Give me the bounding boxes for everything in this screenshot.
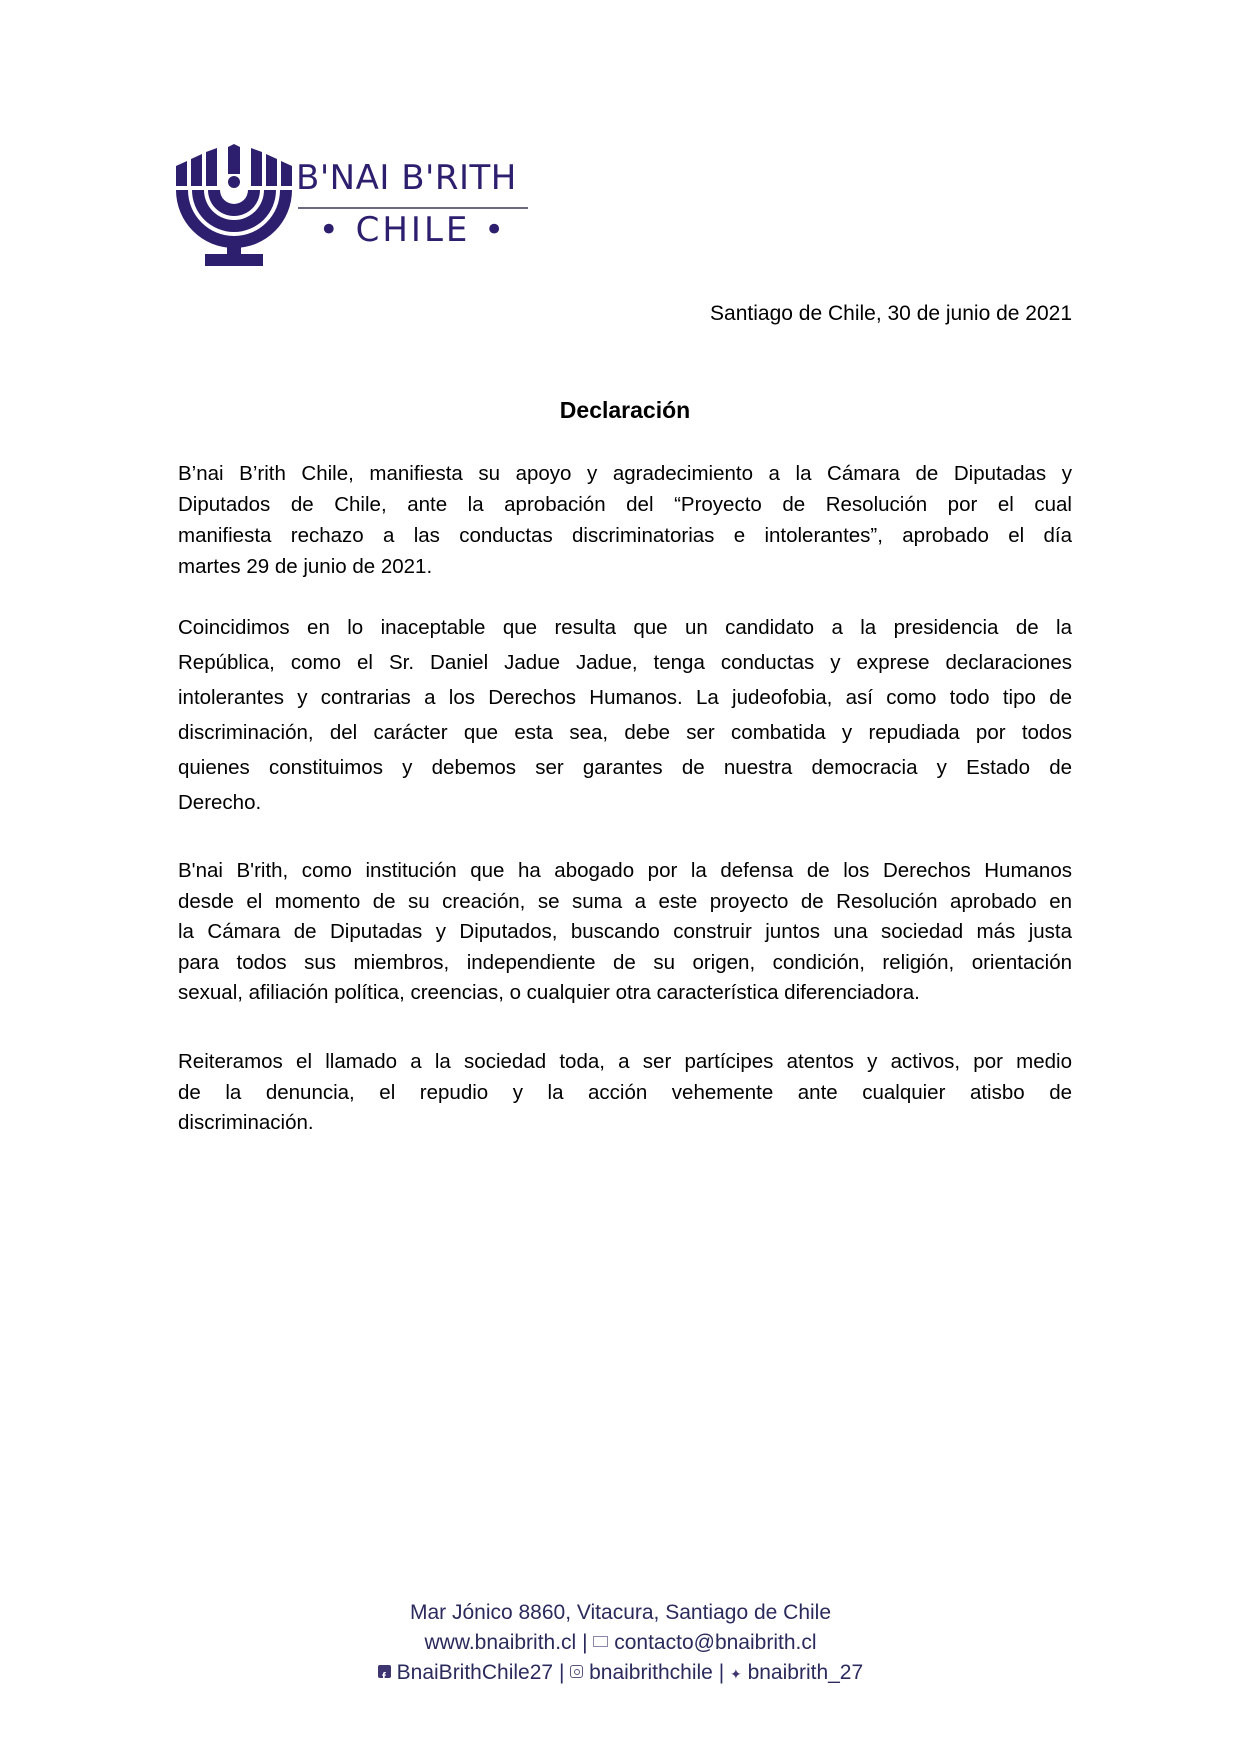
- text-line: B’nai B’rith Chile, manifiesta su apoyo y agradecimiento a la Cámara de Diputadas y: [178, 462, 1072, 485]
- text-line: la Cámara de Diputadas y Diputados, buscando construir juntos una sociedad más justa: [178, 920, 1072, 943]
- text-line: de la denuncia, el repudio y la acción vehemente ante cualquier atisbo de: [178, 1080, 1072, 1104]
- facebook-icon: [378, 1665, 391, 1678]
- text-line: martes 29 de junio de 2021.: [178, 555, 433, 578]
- text-line: quienes constituimos y debemos ser garantes de nuestra democracia y Estado de: [178, 756, 1072, 779]
- separator: |: [718, 1661, 725, 1684]
- instagram-handle[interactable]: bnaibrithchile: [589, 1661, 713, 1684]
- footer: [0, 1598, 1241, 1688]
- text-line: discriminación.: [178, 1111, 314, 1134]
- text-line: sexual, afiliación política, creencias, o cualquier otra característica diferenciadora.: [178, 981, 920, 1004]
- paragraph-3: [178, 856, 1072, 1009]
- text-line: intolerantes y contrarias a los Derechos Humanos. La judeofobia, así como todo tipo de: [178, 686, 1072, 709]
- instagram-icon: [570, 1665, 583, 1678]
- menorah-icon: [176, 144, 292, 266]
- website-link[interactable]: www.bnaibrith.cl: [424, 1631, 577, 1654]
- text-line: Reiteramos el llamado a la sociedad toda, a ser partícipes atentos y activos, por medio: [178, 1050, 1072, 1073]
- mail-icon: [593, 1636, 608, 1647]
- document-title: Declaración: [559, 397, 691, 423]
- footer-contact-line: [0, 1628, 1241, 1658]
- text-line: Diputados de Chile, ante la aprobación del “Proyecto de Resolución por el cual: [178, 493, 1072, 516]
- facebook-handle[interactable]: BnaiBrithChile27: [396, 1661, 554, 1684]
- twitter-handle[interactable]: bnaibrith_27: [747, 1661, 864, 1684]
- text-line: Coincidimos en lo inaceptable que resulta que un candidato a la presidencia de la: [178, 616, 1072, 639]
- text-line: B'nai B'rith, como institución que ha abogado por la defensa de los Derechos Humanos: [178, 859, 1072, 882]
- email-link[interactable]: contacto@bnaibrith.cl: [614, 1631, 817, 1654]
- text-line: manifiesta rechazo a las conductas discriminatorias e intolerantes”, aprobado el día: [178, 524, 1072, 547]
- twitter-icon: ✦: [730, 1666, 742, 1682]
- separator: |: [558, 1661, 565, 1684]
- footer-address: Mar Jónico 8860, Vitacura, Santiago de Chile: [409, 1601, 832, 1624]
- logo-subtitle: • CHILE •: [318, 210, 508, 250]
- separator: |: [582, 1631, 588, 1654]
- logo-wordmark: B'NAI B'RITH: [296, 158, 517, 198]
- paragraph-1: [178, 458, 1072, 582]
- text-line: desde el momento de su creación, se suma a este proyecto de Resolución aprobado en: [178, 889, 1072, 913]
- footer-social-line: [0, 1658, 1241, 1688]
- paragraph-2: [178, 610, 1072, 820]
- document-date: Santiago de Chile, 30 de junio de 2021: [710, 302, 1072, 325]
- logo-divider: [298, 207, 528, 209]
- paragraph-4: [178, 1047, 1072, 1139]
- text-line: para todos sus miembros, independiente de su origen, condición, religión, orientación: [178, 950, 1072, 974]
- text-line: discriminación, del carácter que esta sea, debe ser combatida y repudiada por todos: [178, 721, 1072, 744]
- text-line: República, como el Sr. Daniel Jadue Jadue, tenga conductas y exprese declaraciones: [178, 651, 1072, 674]
- organization-logo: [176, 144, 528, 266]
- text-line: Derecho.: [178, 791, 262, 814]
